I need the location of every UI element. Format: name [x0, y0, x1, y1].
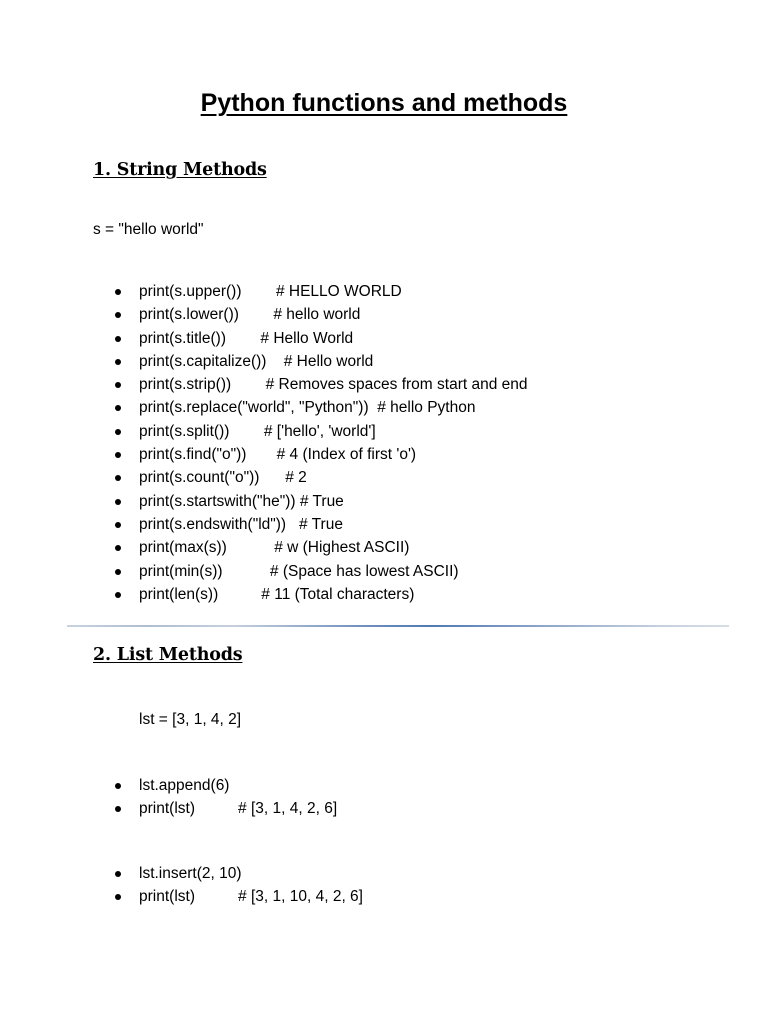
list-item	[139, 862, 363, 885]
list-item-text: print(s.title()) # Hello World	[139, 329, 354, 347]
list-methods-heading: 2. List Methods	[93, 645, 243, 665]
bullet-icon	[115, 894, 121, 900]
list-item	[139, 466, 528, 489]
bullet-icon	[115, 475, 121, 481]
document-title: Python functions and methods	[200, 89, 568, 117]
list-item	[139, 327, 528, 350]
list-item-text: print(max(s)) # w (Highest ASCII)	[139, 539, 410, 557]
section-divider	[67, 625, 729, 627]
bullet-icon	[115, 522, 121, 528]
list-item-text: lst.append(6)	[139, 777, 230, 794]
bullet-icon	[115, 783, 121, 789]
bullet-icon	[115, 569, 121, 575]
bullet-icon	[115, 405, 121, 411]
bullet-icon	[115, 359, 121, 365]
list-item	[139, 774, 337, 797]
bullet-icon	[115, 289, 121, 295]
list-item	[139, 280, 528, 303]
list-item-text: print(s.lower()) # hello world	[139, 306, 361, 324]
list-item	[139, 583, 528, 606]
list-item-text: print(lst) # [3, 1, 10, 4, 2, 6]	[139, 888, 363, 906]
list-append-group	[139, 774, 337, 821]
list-item	[139, 396, 528, 419]
list-item	[139, 536, 528, 559]
list-item-text: print(s.startswith("he")) # True	[139, 492, 344, 510]
bullet-icon	[115, 336, 121, 342]
list-item-text: lst.insert(2, 10)	[139, 865, 242, 882]
list-item-text: print(s.count("o")) # 2	[139, 469, 307, 487]
bullet-icon	[115, 545, 121, 551]
list-item	[139, 373, 528, 396]
list-item-text: print(s.strip()) # Removes spaces from start and end	[139, 376, 528, 394]
list-item-text: print(s.find("o")) # 4 (Index of first 'o')	[139, 446, 417, 464]
bullet-icon	[115, 806, 121, 812]
list-item	[139, 797, 337, 820]
bullet-icon	[115, 382, 121, 388]
string-methods-list	[139, 280, 528, 606]
list-insert-group	[139, 862, 363, 909]
bullet-icon	[115, 429, 121, 435]
bullet-icon	[115, 312, 121, 318]
bullet-icon	[115, 499, 121, 505]
list-item-text: print(lst) # [3, 1, 4, 2, 6]	[139, 800, 338, 818]
list-assignment: lst = [3, 1, 4, 2]	[139, 711, 242, 728]
list-item-text: print(len(s)) # 11 (Total characters)	[139, 585, 415, 603]
list-item-text: print(min(s)) # (Space has lowest ASCII)	[139, 562, 459, 580]
list-item-text: print(s.capitalize()) # Hello world	[139, 352, 374, 370]
bullet-icon	[115, 452, 121, 458]
list-item	[139, 885, 363, 908]
list-item	[139, 443, 528, 466]
string-assignment: s = "hello world"	[93, 221, 204, 238]
bullet-icon	[115, 871, 121, 877]
list-item	[139, 420, 528, 443]
list-item	[139, 350, 528, 373]
bullet-icon	[115, 592, 121, 598]
list-item	[139, 490, 528, 513]
list-item-text: print(s.upper()) # HELLO WORLD	[139, 283, 402, 300]
list-item	[139, 513, 528, 536]
list-item-text: print(s.split()) # ['hello', 'world']	[139, 422, 376, 440]
list-item-text: print(s.endswith("ld")) # True	[139, 515, 343, 533]
list-item-text: print(s.replace("world", "Python")) # hello Python	[139, 399, 476, 417]
string-methods-heading: 1. String Methods	[93, 160, 267, 180]
list-item	[139, 560, 528, 583]
list-item	[139, 303, 528, 326]
